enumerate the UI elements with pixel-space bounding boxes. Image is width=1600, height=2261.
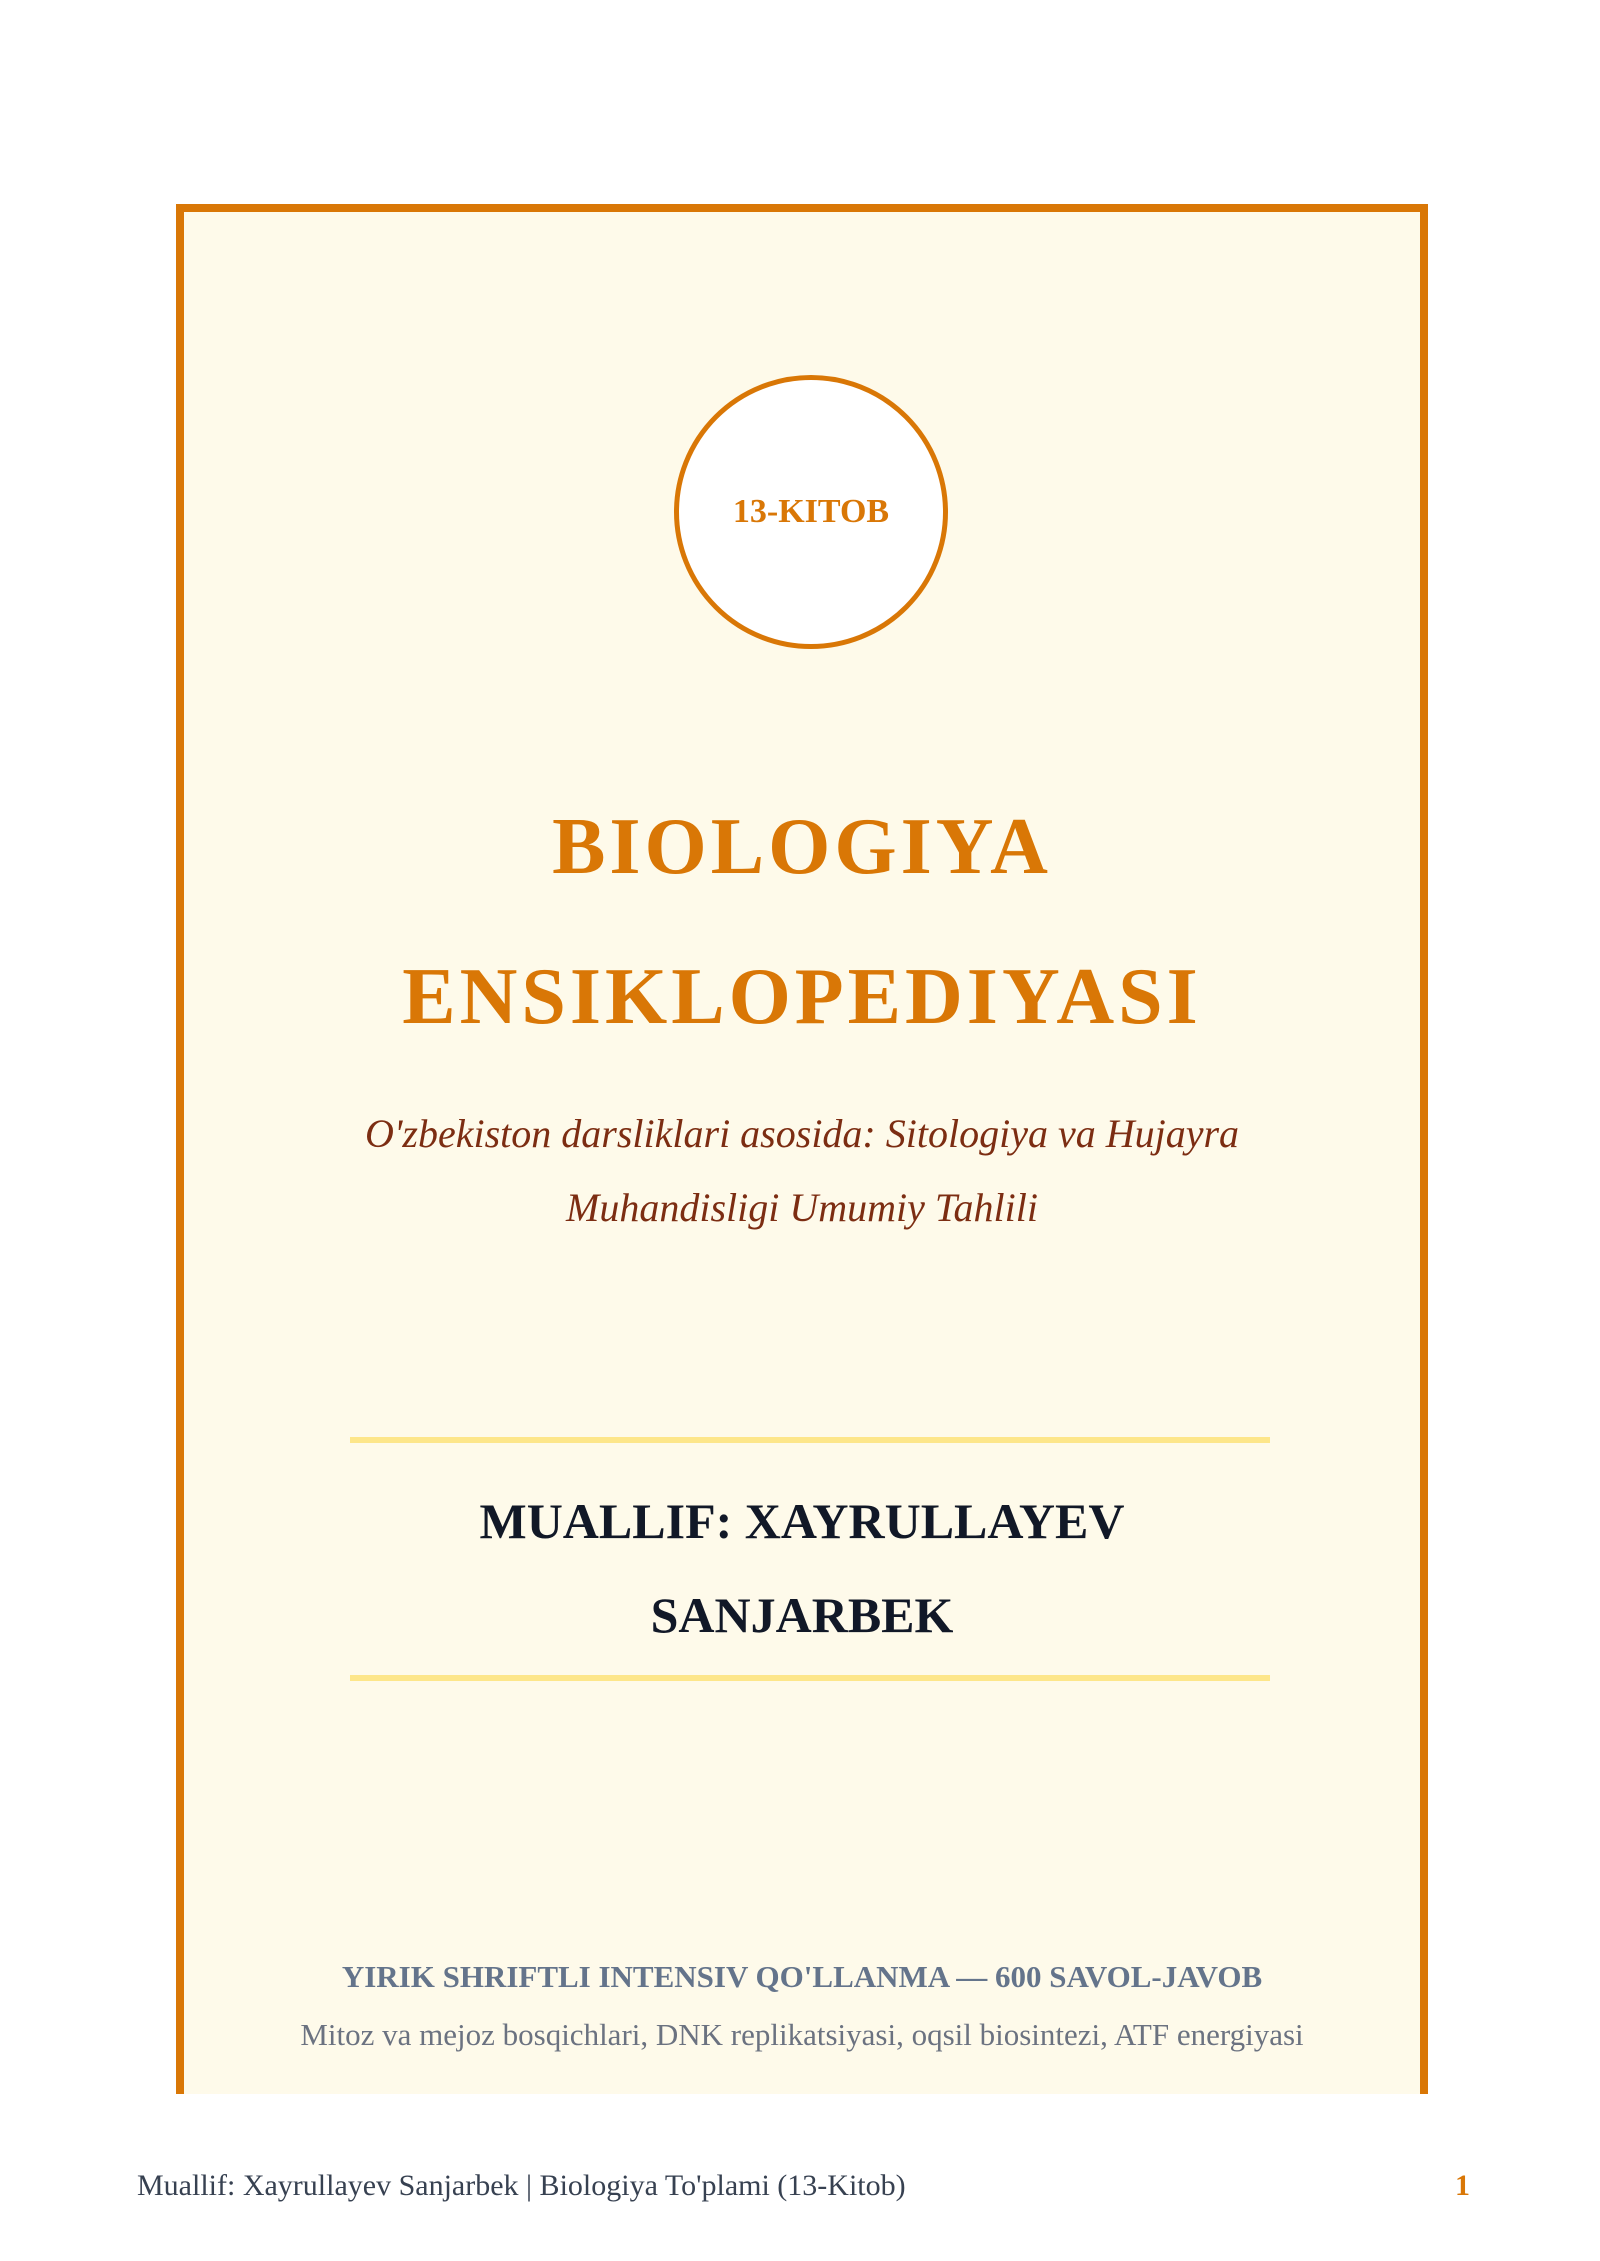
- cover-title: [184, 772, 1420, 1072]
- book-number-label: 13-KITOB: [732, 493, 890, 530]
- guide-tagline: YIRIK SHRIFTLI INTENSIV QO'LLANMA — 600 SAVOL-JAVOB: [341, 1959, 1263, 1994]
- cover-subtitle-line-1: O'zbekiston darsliklari asosida: Sitologiya va Hujayra: [364, 1111, 1240, 1156]
- cover-title-line-2: ENSIKLOPEDIYASI: [402, 953, 1202, 1041]
- cover-subtitle-line-2: Muhandisligi Umumiy Tahlili: [566, 1185, 1038, 1230]
- book-number-badge: [674, 375, 948, 649]
- divider-bottom: [350, 1675, 1270, 1681]
- cover-title-line-1: BIOLOGIYA: [552, 803, 1052, 891]
- book-cover: [176, 204, 1428, 2094]
- divider-top: [350, 1437, 1270, 1443]
- author-line-1: MUALLIF: XAYRULLAYEV: [479, 1493, 1125, 1549]
- cover-subtitle: [324, 1097, 1280, 1245]
- page-number: 1: [1455, 2169, 1470, 2202]
- footer-text: Muallif: Xayrullayev Sanjarbek | Biologiya To'plami (13-Kitob): [137, 2169, 906, 2202]
- guide-topics: Mitoz va mejoz bosqichlari, DNK replikatsiyasi, oqsil biosintezi, ATF energiyasi: [300, 2017, 1304, 2052]
- author-block: [184, 1474, 1420, 1662]
- author-line-2: SANJARBEK: [650, 1587, 954, 1643]
